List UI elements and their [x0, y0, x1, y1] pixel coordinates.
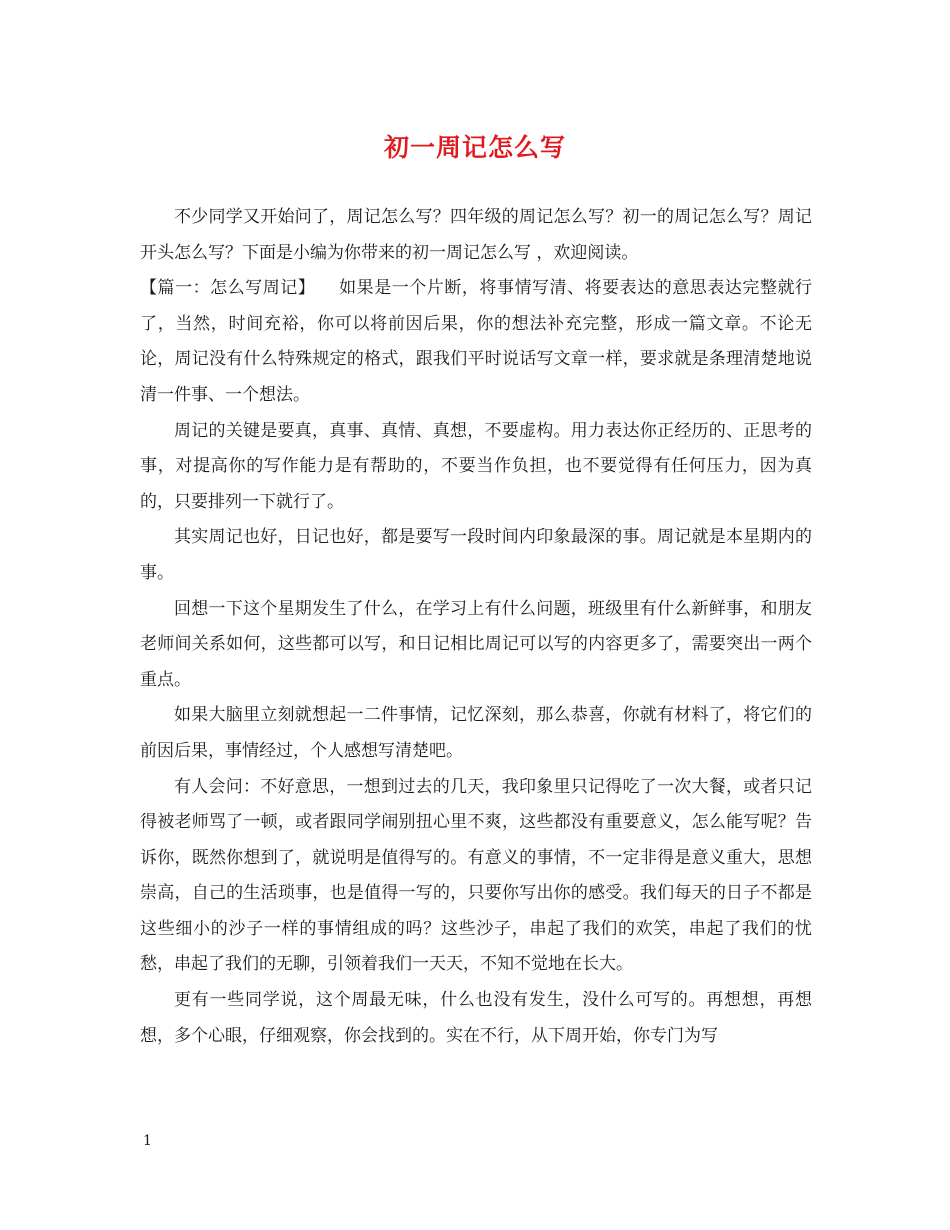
body-paragraph-1: 周记的关键是要真，真事、真情、真想，不要虚构。用力表达你正经历的、正思考的事，对提高你的写作能力是有帮助的，不要当作负担，也不要觉得有任何压力，因为真的，只要排列一下就行了。 [140, 420, 812, 512]
body-paragraph-2: 其实周记也好，日记也好，都是要写一段时间内印象最深的事。周记就是本星期内的事。 [140, 527, 812, 583]
page-title: 初一周记怎么写 [383, 133, 566, 162]
document-body [140, 200, 812, 1054]
body-paragraph-3: 回想一下这个星期发生了什么，在学习上有什么问题，班级里有什么新鲜事，和朋友老师间关系如何，这些都可以写，和日记相比周记可以写的内容更多了，需要突出一两个重点。 [140, 598, 812, 690]
section-first-paragraph-text: 如果是一个片断，将事情写清、将要表达的意思表达完整就行了，当然，时间充裕，你可以将前因后果，你的想法补充完整，形成一篇文章。不论无论，周记没有什么特殊规定的格式，跟我们平时说话写文章一样，要求就是条理清楚地说清一件事、一个想法。 [140, 278, 813, 405]
section-heading: 【篇一：怎么写周记】 [140, 278, 316, 299]
section-one-paragraph [140, 271, 812, 413]
body-paragraph-5: 有人会问：不好意思，一想到过去的几天，我印象里只记得吃了一次大餐，或者只记得被老师骂了一顿，或者跟同学闹别扭心里不爽，这些都没有重要意义，怎么能写呢？告诉你，既然你想到了，就说明是值得写的。有意义的事情，不一定非得是意义重大，思想崇高，自己的生活琐事，也是值得一写的，只要你写出你的感受。我们每天的日子不都是这些细小的沙子一样的事情组成的吗？这些沙子，串起了我们的欢笑，串起了我们的忧愁，串起了我们的无聊，引领着我们一天天，不知不觉地在长大。 [140, 776, 812, 975]
body-paragraph-4: 如果大脑里立刻就想起一二件事情，记忆深刻，那么恭喜，你就有材料了，将它们的前因后果，事情经过，个人感想写清楚吧。 [140, 705, 812, 761]
intro-paragraph: 不少同学又开始问了，周记怎么写？四年级的周记怎么写？初一的周记怎么写？周记开头怎么写？下面是小编为你带来的初一周记怎么写 ，欢迎阅读。 [140, 207, 812, 263]
page-number: 1 [143, 1133, 152, 1149]
body-paragraph-6: 更有一些同学说，这个周最无味，什么也没有发生，没什么可写的。再想想，再想想，多个心眼，仔细观察，你会找到的。实在不行，从下周开始，你专门为写 [140, 990, 812, 1046]
